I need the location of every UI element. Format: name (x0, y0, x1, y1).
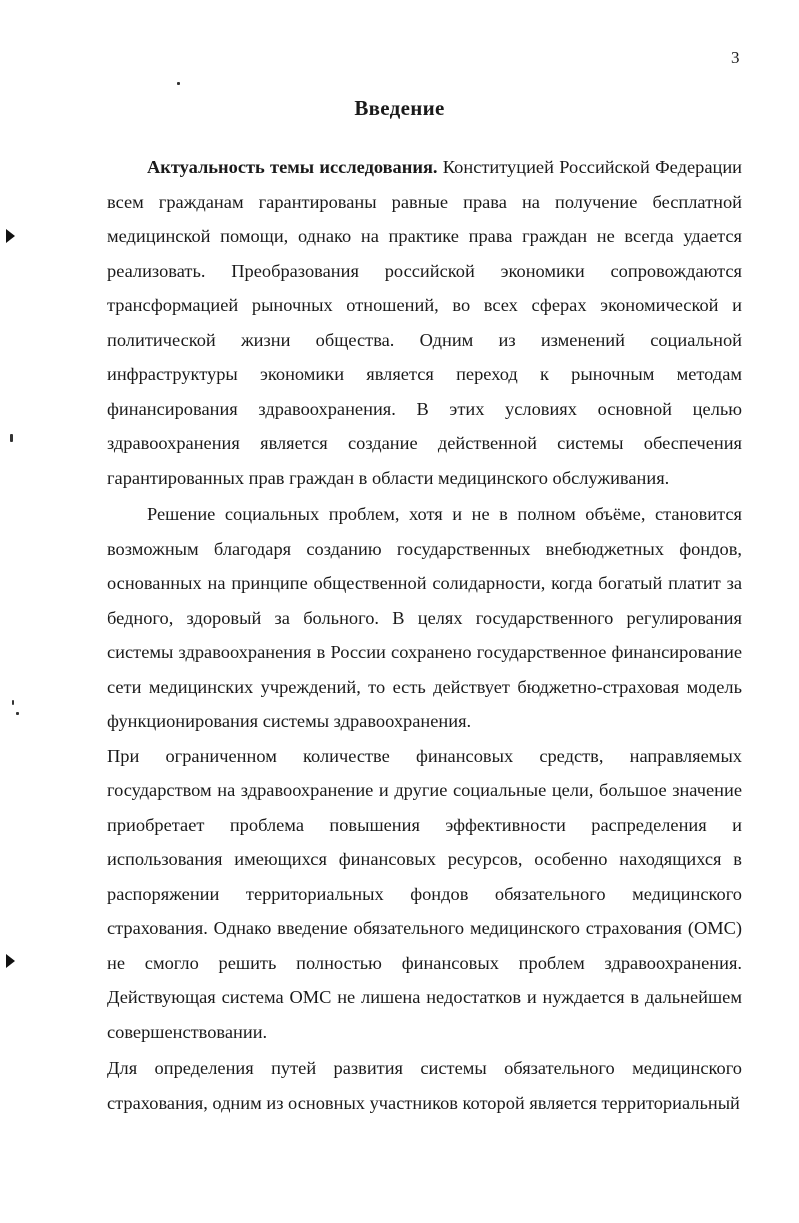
paragraph-3: При ограниченном количестве финансовых средств, направляемых государством на здравоохранение и другие социальные цели, большое значение приобретает проблема повышения эффективности распределения и использования имеющихся финансовых ресурсов, особенно находящихся в распоряжении территориальных фондов обязательного медицинского страхования. Однако введение обязательного медицинского страхования (ОМС) не смогло решить полностью финансовых проблем здравоохранения. Действующая система ОМС не лишена недостатков и нуждается в дальнейшем совершенствовании. (107, 745, 742, 1042)
paragraph-4: Для определения путей развития системы обязательного медицинского страхования, одним из основных участников которой является территориальный (107, 1058, 742, 1113)
paragraph-text: Конституцией Российской Федерации всем гражданам гарантированы равные права на получение бесплатной медицинской помощи, однако на практике права граждан не всегда удается реализовать. Преобразования российской экономики сопровождаются трансформацией рыночных отношений, во всех сферах экономической и политической жизни общества. Одним из изменений социальной инфраструктуры экономики является переход к рыночным методам финансирования здравоохранения. В этих условиях основной целью здравоохранения является создание действенной системы обеспечения гарантированных прав граждан в области медицинского обслуживания. (107, 157, 743, 488)
scan-speck (16, 712, 19, 715)
paragraph-1 (107, 150, 742, 495)
body-text (107, 150, 742, 1120)
paragraph-2: Решение социальных проблем, хотя и не в полном объёме, становится возможным благодаря созданию государственных внебюджетных фондов, основанных на принципе общественной солидарности, когда богатый платит за бедного, здоровый за больного. В целях государственного регулирования системы здравоохранения в России сохранено государственное финансирование сети медицинских учреждений, то есть действует бюджетно-страховая модель функционирования системы здравоохранения. (107, 504, 742, 731)
page-number: 3 (731, 48, 740, 67)
scan-speck (12, 700, 14, 705)
paragraph-lead: Актуальность темы исследования. (147, 157, 438, 177)
margin-arrow-marker (6, 229, 15, 243)
scan-speck (10, 434, 13, 442)
page-title: Введение (354, 96, 445, 120)
scan-speck (177, 82, 180, 85)
margin-arrow-marker (6, 954, 15, 968)
